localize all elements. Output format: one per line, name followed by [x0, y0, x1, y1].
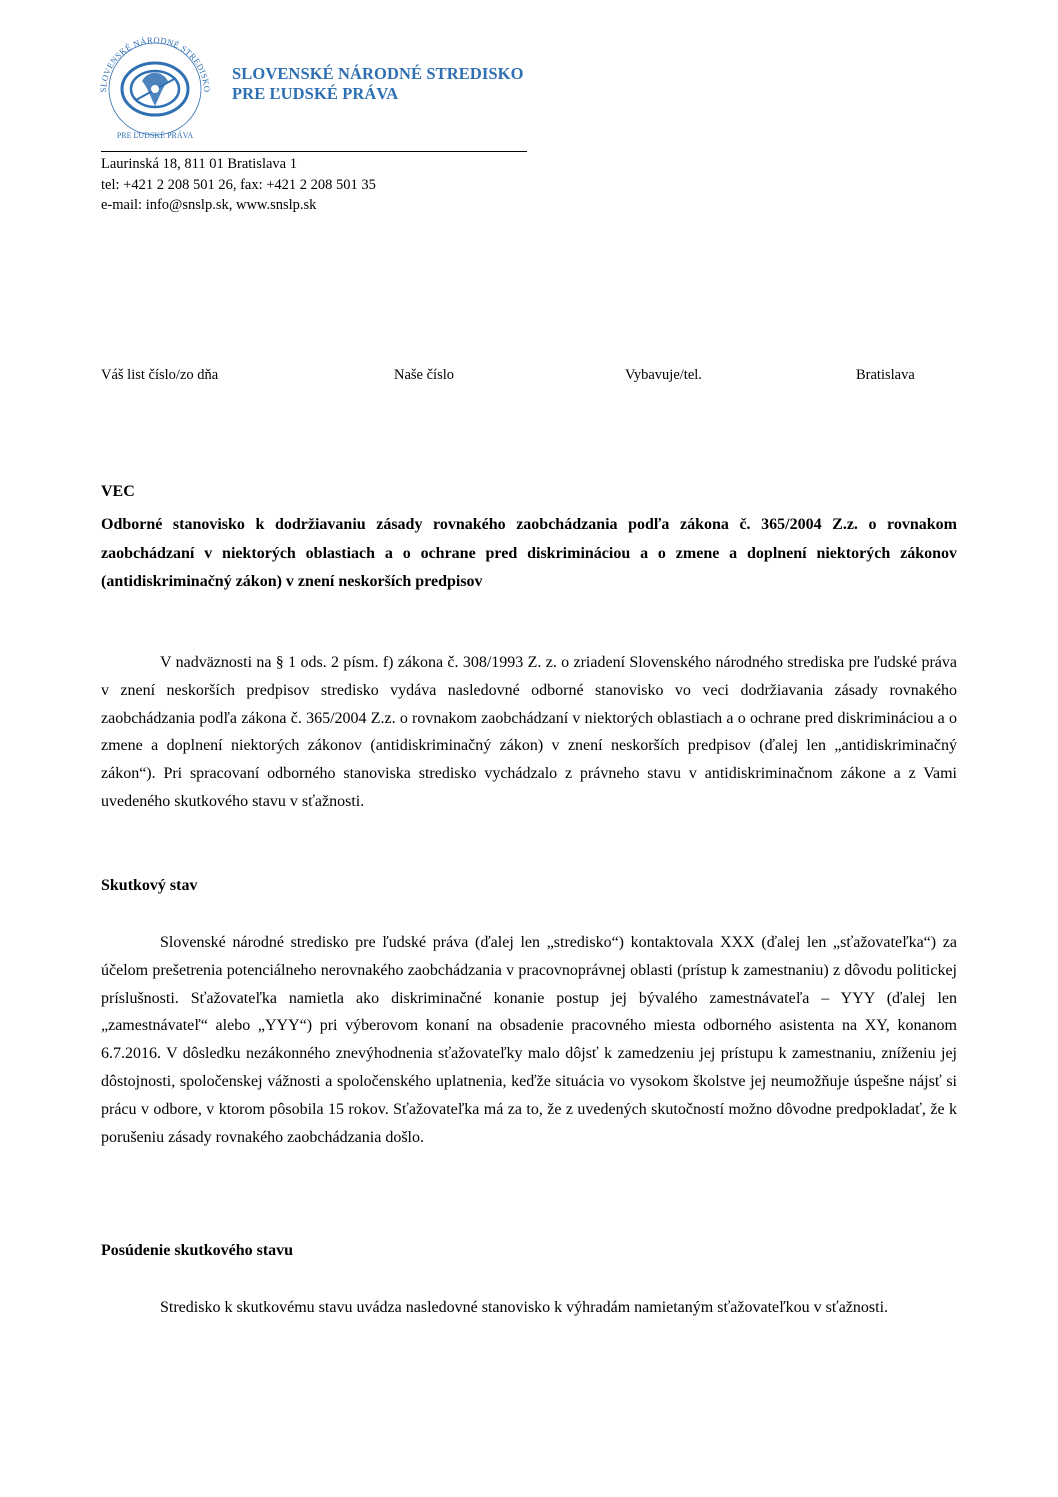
logo-ring-bottom-text: PRE ĽUDSKÉ PRÁVA: [116, 131, 194, 140]
svg-text:SLOVENSKÉ NÁRODNÉ STREDISKO: SLOVENSKÉ NÁRODNÉ STREDISKO: [97, 34, 213, 93]
ref-your-letter: Váš list číslo/zo dňa: [101, 367, 219, 383]
organization-logo: [92, 26, 218, 152]
ref-place: Bratislava: [856, 367, 915, 383]
organization-name-line1: SLOVENSKÉ NÁRODNÉ STREDISKO: [232, 64, 524, 83]
section-heading-assessment: Posúdenie skutkového stavu: [101, 1242, 294, 1259]
subject-label: VEC: [101, 483, 135, 500]
address-phone-fax: tel: +421 2 208 501 26, fax: +421 2 208 501 35: [101, 176, 376, 193]
assessment-paragraph: Stredisko k skutkovému stavu uvádza nasledovné stanovisko k výhradám namietaným sťažovateľkou v sťažnosti.: [160, 1299, 889, 1316]
header-divider: [101, 151, 527, 152]
address-street: Laurinská 18, 811 01 Bratislava 1: [101, 156, 297, 172]
section-heading-facts: Skutkový stav: [101, 877, 198, 894]
facts-paragraph: Slovenské národné stredisko pre ľudské práva (ďalej len „stredisko“) kontaktovala XXX (ďalej len „sťažovateľka“) za účelom prešetrenia potenciálneho nerovnakého zaobchádzania v pracovnoprávnej oblasti (prístup k zamestnaniu) z dôvodu politickej príslušnosti. Sťažovateľka namietla ako diskriminačné konanie postup jej bývalého zamestnávateľa – YYY (ďalej len „zamestnávateľ“ alebo „YYY“) pri výberovom konaní na obsadenie pracovného miesta odborného asistenta na XY, konanom 6.7.2016. V dôsledku nezákonného znevýhodnenia sťažovateľky malo dôjsť k zamedzeniu jej prístupu k zamestnaniu, zníženiu jej dôstojnosti, spoločenskej vážnosti a spoločenského uplatnenia, keďže situácia vo vysokom školstve jej neumožňuje úspešne nájsť si prácu v odbore, v ktorom pôsobila 15 rokov. Sťažovateľka má za to, že z uvedených skutočností možno dôvodne predpokladať, že k porušeniu zásady rovnakého zaobchádzania došlo.: [101, 934, 957, 1146]
subject-text: Odborné stanovisko k dodržiavaniu zásady rovnakého zaobchádzania podľa zákona č. 365/2004 Z.z. o rovnakom zaobchádzaní v niektorých oblastiach a o ochrane pred diskrimináciou a o zmene a doplnení niektorých zákonov (antidiskriminačný zákon) v znení neskorších predpisov: [101, 516, 957, 591]
organization-name-line2: PRE ĽUDSKÉ PRÁVA: [232, 84, 399, 103]
contact-address: [101, 154, 376, 216]
address-email-web: e-mail: info@snslp.sk, www.snslp.sk: [101, 197, 317, 213]
intro-paragraph: V nadväznosti na § 1 ods. 2 písm. f) zákona č. 308/1993 Z. z. o zriadení Slovenského národného strediska pre ľudské práva v znení neskorších predpisov stredisko vydáva nasledovné odborné stanovisko vo veci dodržiavania zásady rovnakého zaobchádzania podľa zákona č. 365/2004 Z.z. o rovnakom zaobchádzaní v niektorých oblastiach a o ochrane pred diskrimináciou a o zmene a doplnení niektorých zákonov (antidiskriminačný zákon) v znení neskorších predpisov (ďalej len „antidiskriminačný zákon“). Pri spracovaní odborného stanoviska stredisko vychádzalo z právneho stavu v antidiskriminačnom zákone a z Vami uvedeného skutkového stavu v sťažnosti.: [101, 654, 957, 810]
logo-emblem-icon: [92, 26, 218, 152]
ref-our-number: Naše číslo: [394, 367, 454, 383]
organization-name: [232, 64, 524, 104]
ref-handled-by: Vybavuje/tel.: [625, 367, 702, 383]
